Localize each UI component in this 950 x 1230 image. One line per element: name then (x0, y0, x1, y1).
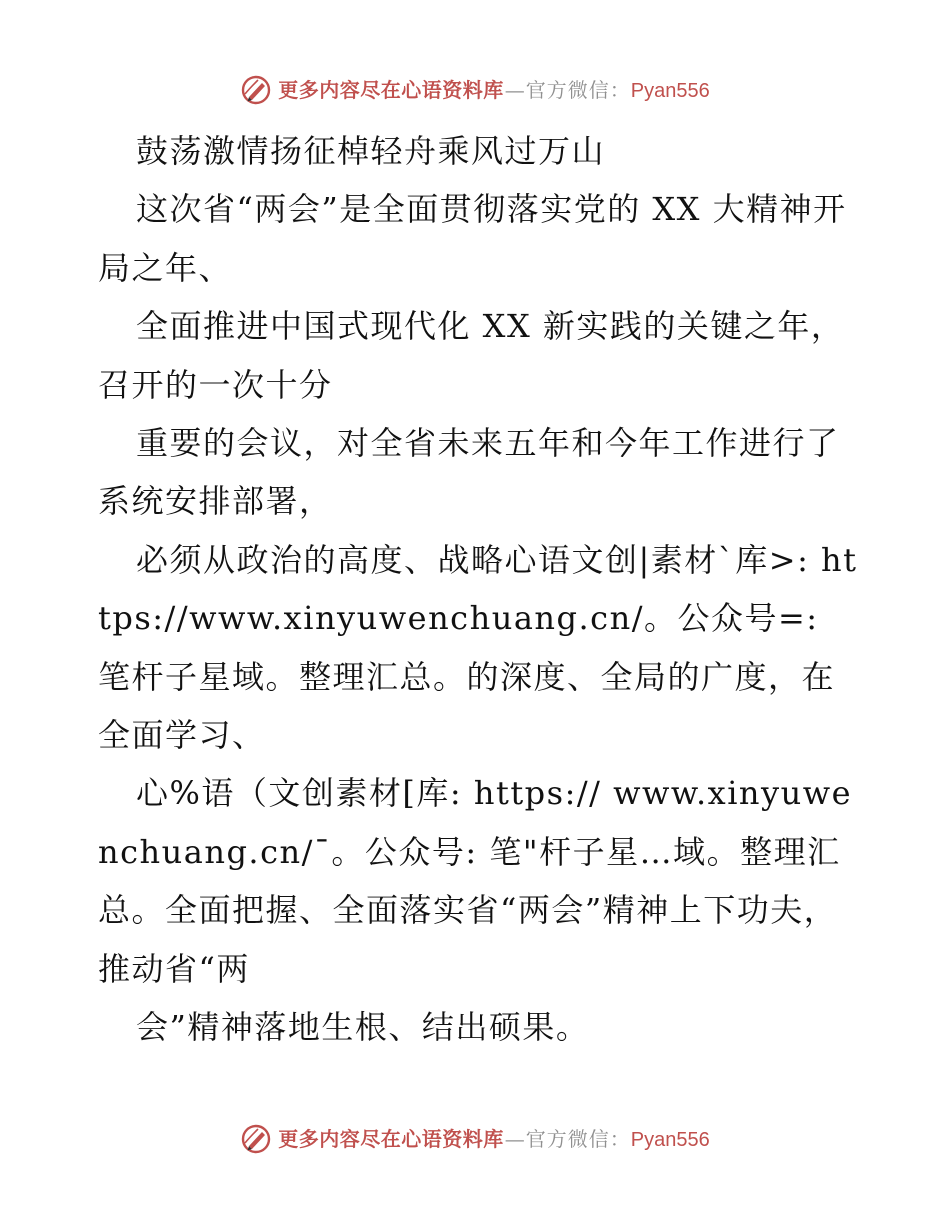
paragraph: 会”精神落地生根、结出硕果。 (136, 1008, 590, 1047)
footer-separator: — (504, 1126, 525, 1151)
pen-logo-icon (240, 1123, 272, 1155)
footer-banner-text (278, 1126, 710, 1151)
footer-wechat-id: Pyan556 (630, 1128, 710, 1151)
header-wechat-id: Pyan556 (630, 79, 710, 102)
document-body (98, 122, 858, 1057)
header-wechat-label: 官方微信： (525, 77, 631, 102)
paragraph: 必须从政治的高度、战略心语文创|素材`库>: https://www.xinyuwenchuang.cn/。公众号=: 笔杆子星域。整理汇总。的深度、全局的广度，在全面学习、 (98, 540, 858, 755)
header-banner-text (278, 77, 710, 102)
paragraph: 全面推进中国式现代化 XX 新实践的关键之年，召开的一次十分 (98, 307, 845, 404)
header-site-name: 更多内容尽在心语资料库 (278, 77, 504, 102)
footer-banner (0, 1119, 950, 1159)
header-banner (0, 70, 950, 110)
paragraph: 重要的会议，对全省未来五年和今年工作进行了系统安排部署， (98, 424, 840, 521)
pen-logo-icon (240, 74, 272, 106)
footer-site-name: 更多内容尽在心语资料库 (278, 1126, 504, 1151)
header-separator: — (504, 77, 525, 102)
paragraph: 心%语（文创素材[库: https:// www.xinyuwenchuang.cn/¯。公众号: 笔"杆子星…域。整理汇总。全面把握、全面落实省“两会”精神上下功夫，推动省“两 (98, 774, 853, 988)
footer-wechat-label: 官方微信： (525, 1126, 631, 1151)
paragraph-title: 鼓荡激情扬征棹轻舟乘风过万山 (136, 132, 606, 170)
paragraph: 这次省“两会”是全面贯彻落实党的 XX 大精神开局之年、 (98, 190, 847, 287)
